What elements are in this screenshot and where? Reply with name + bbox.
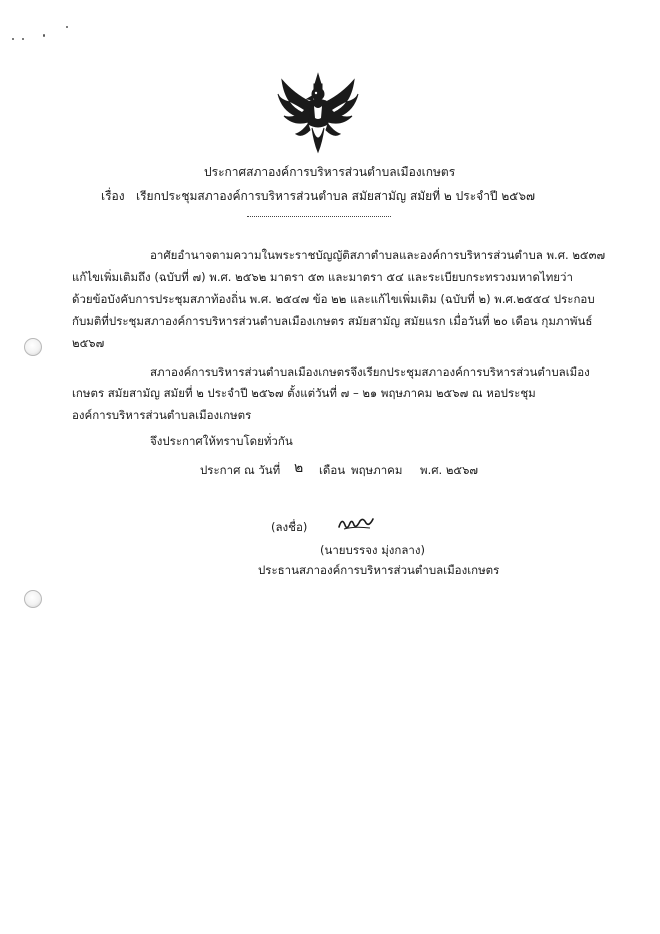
subject-label: เรื่อง xyxy=(101,189,125,203)
closing-statement: จึงประกาศให้ทราบโดยทั่วกัน xyxy=(150,434,293,448)
punch-hole-icon xyxy=(24,338,42,356)
signatory-position: ประธานสภาองค์การบริหารส่วนตำบลเมืองเกษตร xyxy=(258,563,500,577)
paragraph-1-line: อาศัยอำนาจตามความในพระราชบัญญัติสภาตำบลและองค์การบริหารส่วนตำบล พ.ศ. ๒๕๓๗ xyxy=(150,248,606,262)
handwritten-signature xyxy=(336,513,376,535)
scan-speck xyxy=(22,38,24,40)
dateline-prefix: ประกาศ ณ วันที่ xyxy=(200,463,281,477)
paragraph-1-line: กับมติที่ประชุมสภาองค์การบริหารส่วนตำบลเมืองเกษตร สมัยสามัญ สมัยแรก เมื่อวันที่ ๒๐ เดือน กุมภาพันธ์ xyxy=(72,314,593,328)
dateline-year: พ.ศ. ๒๕๖๗ xyxy=(420,463,479,477)
scan-speck xyxy=(12,38,14,40)
signed-label: (ลงชื่อ) xyxy=(271,520,308,534)
scan-speck xyxy=(43,34,45,37)
subject-text: เรียกประชุมสภาองค์การบริหารส่วนตำบล สมัยสามัญ สมัยที่ ๒ ประจำปี ๒๕๖๗ xyxy=(136,189,535,203)
paragraph-2-line: องค์การบริหารส่วนตำบลเมืองเกษตร xyxy=(72,408,252,422)
dateline-month-label: เดือน xyxy=(319,463,346,477)
signatory-name: (นายบรรจง มุ่งกลาง) xyxy=(320,543,425,557)
paragraph-1-line: ด้วยข้อบังคับการประชุมสภาท้องถิ่น พ.ศ. ๒๕๔๗ ข้อ ๒๒ และแก้ไขเพิ่มเติม (ฉบับที่ ๒) พ.ศ.๒๕๕๔ ประกอบ xyxy=(72,292,595,306)
garuda-emblem-icon xyxy=(276,72,360,154)
dateline-month: พฤษภาคม xyxy=(351,463,403,477)
dateline-day: ๒ xyxy=(294,460,304,476)
punch-hole-icon xyxy=(24,590,42,608)
announcement-title: ประกาศสภาองค์การบริหารส่วนตำบลเมืองเกษตร xyxy=(204,165,456,179)
scan-speck xyxy=(66,26,68,28)
paragraph-1-line: แก้ไขเพิ่มเติมถึง (ฉบับที่ ๗) พ.ศ. ๒๕๖๒ มาตรา ๕๓ และมาตรา ๕๔ และระเบียบกระทรวงมหาดไทยว่า xyxy=(72,270,573,284)
paragraph-1-line: ๒๕๖๗ xyxy=(72,336,105,350)
paragraph-2-line: สภาองค์การบริหารส่วนตำบลเมืองเกษตรจึงเรียกประชุมสภาองค์การบริหารส่วนตำบลเมือง xyxy=(150,365,590,379)
dotted-separator xyxy=(247,216,391,217)
paragraph-2-line: เกษตร สมัยสามัญ สมัยที่ ๒ ประจำปี ๒๕๖๗ ตั้งแต่วันที่ ๗ – ๒๑ พฤษภาคม ๒๕๖๗ ณ หอประชุม xyxy=(72,386,536,400)
